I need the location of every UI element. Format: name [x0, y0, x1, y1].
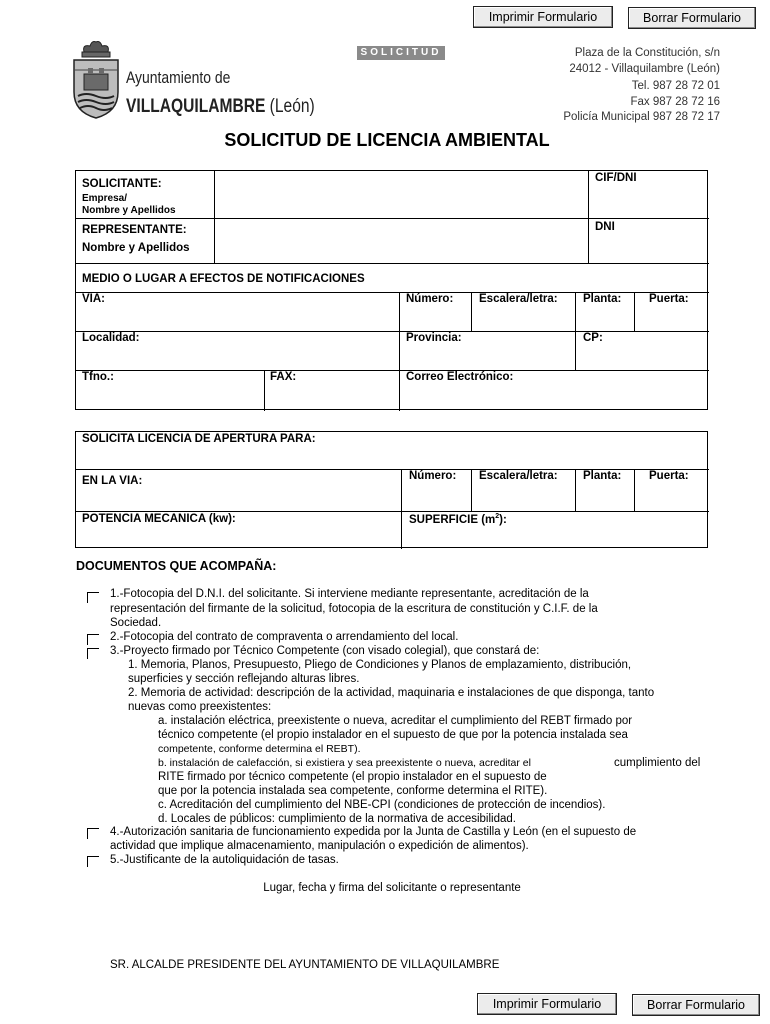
cif-dni-input[interactable]	[589, 185, 709, 218]
doc-line: nuevas como preexistentes:	[128, 701, 272, 713]
clear-form-button-bottom[interactable]: Borrar Formulario	[632, 994, 760, 1016]
doc-line: a. instalación eléctrica, preexistente o nueva, acreditar el cumplimiento del REBT firmado por	[158, 715, 633, 727]
municipality-name	[126, 96, 315, 118]
doc-line: competente, conforme determina el REBT).	[158, 743, 361, 755]
doc-line: técnico competente (el propio instalador en el supuesto de que por la potencia instalada sea	[158, 729, 628, 741]
dni-label: DNI	[595, 221, 615, 233]
doc-line: cumplimiento del	[614, 757, 701, 769]
doc-line: 4.-Autorización sanitaria de funcionamiento expedida por la Junta de Castilla y León (en el supuesto de	[110, 826, 637, 838]
puerta-label-2: Puerta:	[649, 470, 689, 482]
fax-line: Fax 987 28 72 16	[630, 95, 720, 108]
solicitud-stamp: SOLICITUD	[357, 46, 445, 60]
representante-label: REPRESENTANTE:	[82, 224, 187, 236]
doc-line: 1. Memoria, Planos, Presupuesto, Pliego de Condiciones y Planos de emplazamiento, distribución,	[128, 659, 632, 671]
en-la-via-input[interactable]	[156, 470, 400, 510]
doc-line: c. Acreditación del cumplimiento del NBE-CPI (condiciones de protección de incendios).	[158, 799, 606, 811]
cif-dni-label: CIF/DNI	[595, 172, 637, 184]
solicitante-label: SOLICITANTE:	[82, 178, 162, 190]
municipality-name-text: VILLAQUILAMBRE	[126, 96, 266, 117]
representante-input[interactable]	[215, 219, 588, 263]
doc-line: Sociedad.	[110, 617, 162, 629]
via-label: VIA:	[82, 293, 105, 305]
doc-line: 2. Memoria de actividad: descripción de la actividad, maquinaria e instalaciones de que disponga, tanto	[128, 687, 655, 699]
doc-line: actividad que implique almacenamiento, manipulación o expedición de alimentos).	[110, 840, 529, 852]
doc3-checkbox[interactable]	[87, 648, 99, 659]
cp-label: CP:	[583, 332, 603, 344]
doc-line: que por la potencia instalada sea competente, conforme determina el RITE).	[158, 785, 548, 797]
superficie-label	[409, 513, 507, 526]
superficie-exponent: 2	[495, 513, 500, 520]
print-form-button-top[interactable]: Imprimir Formulario	[473, 6, 613, 28]
fax-label: FAX:	[270, 371, 297, 383]
documents-title: DOCUMENTOS QUE ACOMPAÑA:	[76, 559, 277, 573]
puerta-label: Puerta:	[649, 293, 689, 305]
coat-of-arms-logo	[70, 40, 122, 120]
solicitante-input[interactable]	[215, 171, 588, 218]
numero-label-2: Número:	[409, 470, 457, 482]
actividad-input[interactable]	[82, 448, 702, 468]
superficie-end: ):	[499, 513, 507, 526]
page-title: SOLICITUD DE LICENCIA AMBIENTAL	[224, 130, 550, 150]
solicita-label: SOLICITA LICENCIA DE APERTURA PARA:	[82, 433, 316, 445]
provincia-label: Provincia:	[406, 332, 462, 344]
doc-line: 2.-Fotocopia del contrato de compraventa o arrendamiento del local.	[110, 631, 459, 643]
address-line: 24012 - Villaquilambre (León)	[569, 62, 720, 75]
phone-line: Tel. 987 28 72 01	[631, 80, 720, 92]
doc-line: RITE firmado por técnico competente (el propio instalador en el supuesto de	[158, 771, 547, 783]
addressee: SR. ALCALDE PRESIDENTE DEL AYUNTAMIENTO DE VILLAQUILAMBRE	[110, 959, 500, 971]
numero-label: Número:	[406, 293, 454, 305]
doc-line: representación del firmante de la solicitud, fotocopia de la escritura de constitución y C.I.F. de la	[110, 603, 598, 615]
municipality-label: Ayuntamiento de	[126, 68, 231, 87]
doc1-checkbox[interactable]	[87, 592, 99, 603]
escalera-label-2: Escalera/letra:	[479, 470, 558, 482]
license-form	[75, 431, 708, 548]
dni-input[interactable]	[589, 233, 709, 263]
doc5-checkbox[interactable]	[87, 856, 99, 867]
doc2-checkbox[interactable]	[87, 634, 99, 645]
address-line: Plaza de la Constitución, s/n	[574, 47, 720, 59]
solicitante-nombre-label: Nombre y Apellidos	[82, 205, 176, 216]
notificaciones-label: MEDIO O LUGAR A EFECTOS DE NOTIFICACIONES	[82, 273, 365, 285]
potencia-label: POTENCIA MECANICA (kw):	[82, 513, 236, 525]
doc-line: d. Locales de públicos: cumplimiento de la normativa de accesibilidad.	[158, 813, 516, 825]
doc-line: 3.-Proyecto firmado por Técnico Competente (con visado colegial), que constará de:	[110, 645, 540, 657]
localidad-label: Localidad:	[82, 332, 140, 344]
address-block	[563, 46, 720, 126]
doc-line: b. instalación de calefacción, si existiera y sea preexistente o nueva, acreditar el	[158, 757, 531, 769]
doc-line: 5.-Justificante de la autoliquidación de tasas.	[110, 854, 339, 866]
empresa-label: Empresa/	[82, 193, 128, 204]
correo-label: Correo Electrónico:	[406, 371, 514, 383]
tfno-label: Tfno.:	[82, 371, 114, 383]
via-input[interactable]	[82, 307, 397, 329]
planta-label-2: Planta:	[583, 470, 622, 482]
clear-form-button-top[interactable]: Borrar Formulario	[628, 7, 756, 29]
doc4-checkbox[interactable]	[87, 828, 99, 839]
escalera-label: Escalera/letra:	[479, 293, 558, 305]
doc-line: superficies y sección reflejando alturas libres.	[128, 673, 360, 685]
print-form-button-bottom[interactable]: Imprimir Formulario	[477, 993, 617, 1015]
signature-caption: Lugar, fecha y firma del solicitante o representante	[263, 882, 521, 894]
police-line: Policía Municipal 987 28 72 17	[563, 111, 720, 123]
applicant-form	[75, 170, 708, 410]
municipality-province: (León)	[269, 96, 315, 117]
representante-nombre-label: Nombre y Apellidos	[82, 242, 190, 254]
doc-line: 1.-Fotocopia del D.N.I. del solicitante. Si interviene mediante representante, acreditación de la	[110, 588, 589, 600]
superficie-text: SUPERFICIE (m	[409, 513, 496, 526]
en-la-via-label: EN LA VIA:	[82, 475, 143, 487]
planta-label: Planta:	[583, 293, 622, 305]
